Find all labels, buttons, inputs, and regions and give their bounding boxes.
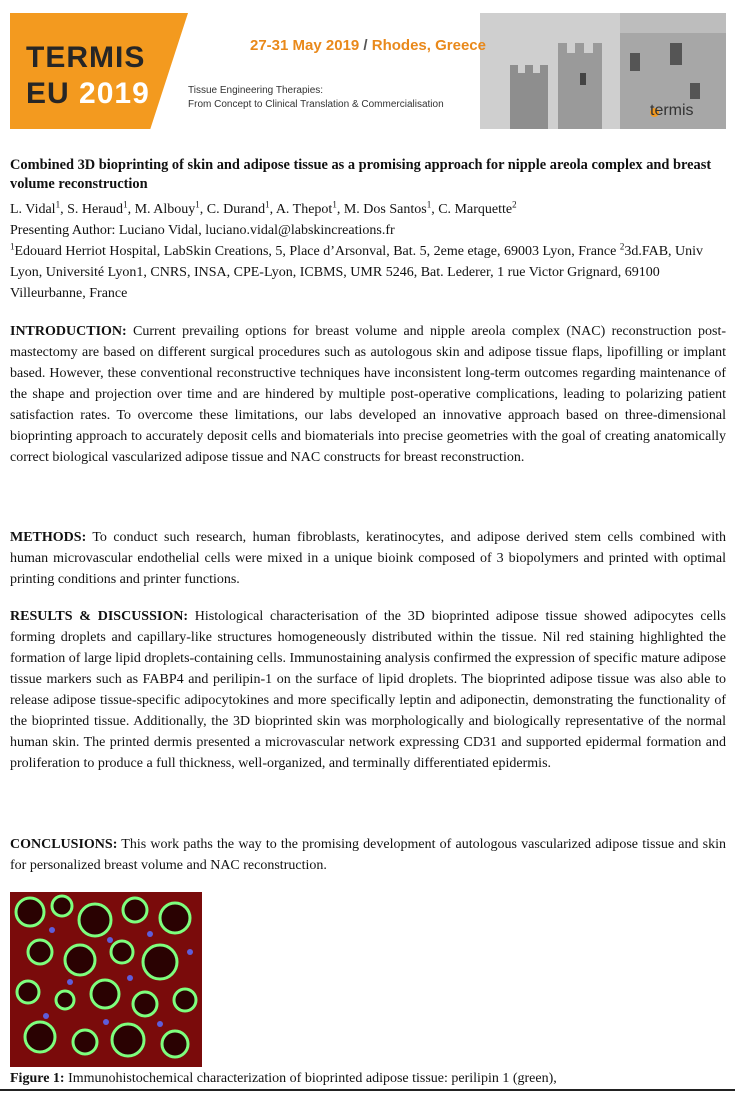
page-bottom-rule — [0, 1089, 735, 1091]
conference-dates — [250, 37, 486, 54]
affil1-sup: 1 — [10, 241, 15, 252]
author-name: A. Thepot — [275, 202, 333, 217]
introduction-body: Current prevailing options for breast volume and nipple areola complex (NAC) reconstruction post-mastectomy are based on different surgical procedures such as autologous skin and adipose tissue flaps, lipofilling or implant based. However, these conventional reconstructive techniques have inconsistent long-term outcomes regarding maintenance of the shape and projection over time and are hindered by multiple post-operative complications, leading to polarizing patient satisfaction rates. To overcome these limitations, our labs developed an innovative approach based on three-dimensional bioprinting approach to accurately deposit cells and biomaterials into precise geometries with the goal of creating anatomically correct biological vascularized adipose tissue and NAC constructs for breast reconstruction. — [10, 324, 726, 465]
brand-termis: TERMIS — [26, 41, 146, 74]
methods-body: To conduct such research, human fibroblasts, keratinocytes, and adipose derived stem cells combined with human microvascular endothelial cells were mixed in a unique bioink composed of 3 biopolymers and printed with optimal printing conditions and printer functions. — [10, 530, 726, 587]
banner-white-panel — [150, 13, 528, 129]
methods-section — [10, 527, 726, 590]
presenting-author: Presenting Author: Luciano Vidal, luciano.vidal@labskincreations.fr — [10, 223, 395, 238]
brand-eu: EU — [26, 77, 80, 110]
results-heading: RESULTS & DISCUSSION: — [10, 609, 188, 624]
author-list: L. Vidal$^1$, S. Heraud$^1$, M. Albouy$^1$, C. Durand$^1$, A. Thepot$^1$, M. Dos Santos$^1$, C. Marquette$^2$ — [10, 199, 517, 217]
author-name: M. Dos Santos — [343, 202, 427, 217]
adipose-tissue-micrograph — [10, 892, 202, 1067]
affiliation-2: 3d.FAB, Univ Lyon, Université Lyon1, CNRS, INSA, CPE-Lyon, ICBMS, UMR 5246, Bat. Lederer, 1 rue Victor Grignard, 69100 Villeurbanne, France — [10, 244, 704, 301]
brand-year: 2019 — [79, 77, 150, 110]
results-body: Histological characterisation of the 3D bioprinted adipose tissue showed adipocytes cells forming droplets and capillary-like structures homogeneously distributed within the tissue. Nil red staining highlighted the formation of large lipid droplets-containing cells. Immunostaining analysis confirmed the expression of specific mature adipose tissue markers such as FABP4 and perilipin-1 on the surface of lipid droplets. The bioprinted adipose tissue was also able to release adipose tissue-specific adipocytokines and more specifically leptin and adiponectin, demonstrating the functionality of the bioprinted tissue. Additionally, the 3D bioprinted skin was morphologically and biologically representative of the normal human skin. The printed dermis presented a microvascular network expressing CD31 and supported epidermal formation and proliferation to produce a full thickness, well-organized, and terminally differentiated epidermis. — [10, 609, 727, 771]
brand-eu-2019 — [26, 79, 150, 109]
conclusions-heading: CONCLUSIONS: — [10, 837, 118, 852]
affiliation-1: Edouard Herriot Hospital, LabSkin Creations, 5, Place d’Arsonval, Bat. 5, 2eme etage, 69003 Lyon, France — [14, 244, 620, 259]
micrograph-image — [10, 892, 202, 1067]
author-name: S. Heraud — [67, 202, 124, 217]
author-name: C. Durand — [206, 202, 266, 217]
location-text: Rhodes, Greece — [371, 37, 486, 54]
termis-logo-text: termis — [650, 102, 694, 119]
methods-heading: METHODS: — [10, 530, 87, 545]
author-affil-sup: 1 — [426, 199, 432, 210]
paper-title: Combined 3D bioprinting of skin and adipose tissue as a promising approach for nipple areola complex and breast volume reconstruction — [10, 157, 712, 192]
author-block — [10, 199, 726, 304]
author-affil-sup: 1 — [55, 199, 61, 210]
author-name: M. Albouy — [134, 202, 196, 217]
figure-caption-text: Immunohistochemical characterization of bioprinted adipose tissue: perilipin 1 (green), — [64, 1071, 557, 1086]
dates-separator: / — [359, 37, 372, 54]
affiliations — [10, 241, 726, 304]
introduction-section — [10, 321, 726, 468]
author-affil-sup: 1 — [195, 199, 200, 210]
author-affil-sup: 1 — [332, 199, 337, 210]
author-affil-sup: 2 — [512, 199, 517, 210]
conclusions-body: This work paths the way to the promising development of autologous vascularized adipose tissue and skin for personalized breast volume and NAC reconstruction. — [10, 837, 726, 873]
conclusions-section — [10, 834, 726, 876]
affil2-sup: 2 — [619, 241, 625, 252]
figure-caption — [10, 1070, 726, 1088]
dates-text: 27-31 May 2019 — [250, 37, 360, 54]
results-section — [10, 606, 726, 774]
author-name: C. Marquette — [438, 202, 513, 217]
conference-banner — [10, 13, 726, 129]
author-name: L. Vidal — [10, 202, 56, 217]
figure-label: Figure 1: — [10, 1071, 65, 1086]
tagline-line2: From Concept to Clinical Translation & Commercialisation — [188, 99, 444, 110]
author-affil-sup: 1 — [265, 199, 270, 210]
introduction-heading: INTRODUCTION: — [10, 324, 127, 339]
tagline-line1: Tissue Engineering Therapies: — [188, 85, 324, 96]
author-affil-sup: 1 — [123, 199, 128, 210]
